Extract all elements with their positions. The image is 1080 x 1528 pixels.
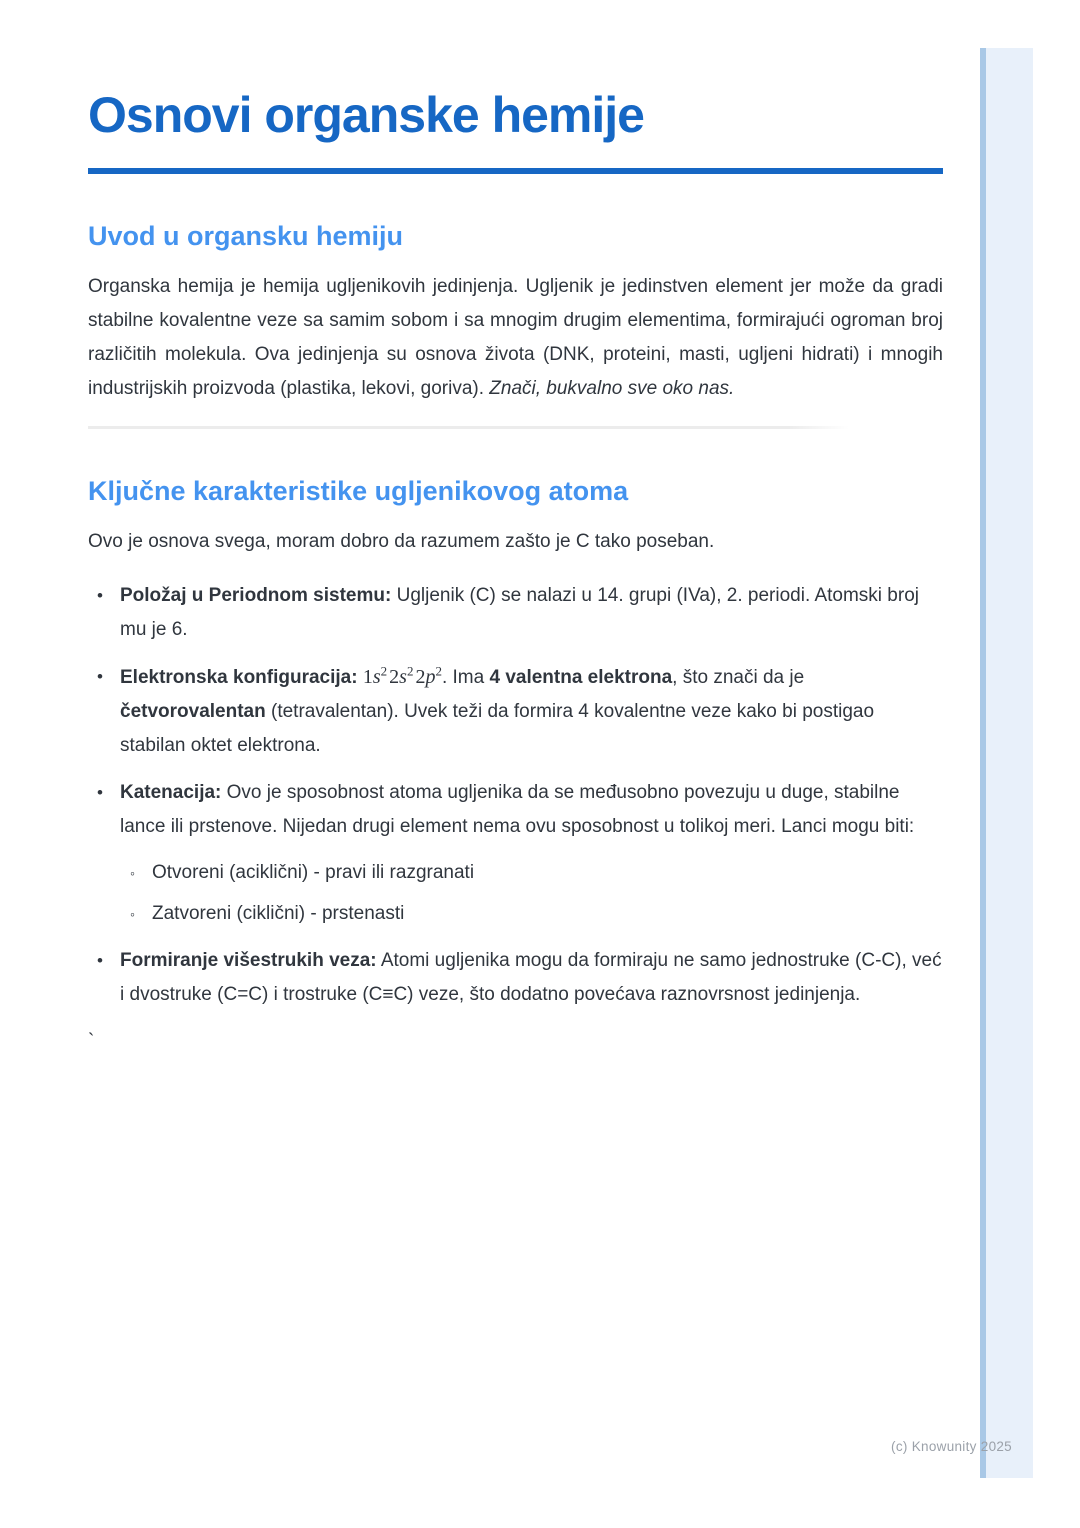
tetravalent-bold: četvorovalentan: [120, 701, 266, 722]
intro-paragraph: [88, 270, 943, 406]
list-item-catenation: [88, 776, 943, 931]
chain-types-sublist: [120, 856, 943, 931]
copyright-notice: (c) Knowunity 2025: [891, 1439, 1012, 1454]
sub-item-open-chains: [120, 856, 943, 890]
bullet-marker-icon: •: [97, 783, 103, 802]
formula-letter: s: [372, 666, 381, 688]
list-item-periodic-position: [88, 579, 943, 647]
formula-letter: s: [399, 666, 407, 688]
bullet-marker-icon: •: [97, 667, 103, 686]
document-content: [88, 0, 943, 1059]
stray-backtick-character: `: [88, 1031, 95, 1052]
list-item-text: Ovo je sposobnost atoma ugljenika da se međusobno povezuju u duge, stabilne lance ili prstenove. Nijedan drugi element nema ovu sposobnost u tolikoj meri. Lanci mogu biti:: [120, 782, 915, 837]
sub-item-closed-chains: [120, 897, 943, 931]
bullet-marker-icon: •: [97, 951, 103, 970]
formula-num: 2: [389, 666, 400, 688]
circle-marker-icon: ◦: [130, 865, 135, 881]
list-item-text: . Ima: [441, 667, 490, 688]
list-item-lead: Formiranje višestrukih veza:: [120, 950, 377, 971]
list-item-multiple-bonds: [88, 944, 943, 1012]
list-item-lead: Elektronska konfiguracija:: [120, 667, 358, 688]
section-heading-intro: Uvod u organsku hemiju: [88, 221, 404, 251]
list-item-text: Atomi ugljenika mogu da formiraju ne samo jednostruke (C-C), već i dvostruke (C=C) i trostruke (C≡C) veze, što dodatno povećava raznovrsnost jedinjenja.: [120, 950, 942, 1005]
bullet-marker-icon: •: [97, 586, 103, 605]
title-rule: [88, 168, 943, 174]
section-heading-characteristics: Ključne karakteristike ugljenikovog atoma: [88, 476, 629, 506]
electron-configuration-formula: [362, 663, 442, 688]
sub-item-text: Zatvoreni (ciklični) - prstenasti: [152, 903, 405, 924]
characteristics-bullet-list: [88, 579, 943, 1012]
right-edge-strip: [980, 48, 1033, 1478]
formula-sup: 2: [435, 663, 442, 679]
section-divider: [88, 426, 849, 429]
intro-paragraph-italic: Znači, bukvalno sve oko nas.: [489, 378, 735, 399]
intro-paragraph-text: Organska hemija je hemija ugljenikovih jedinjenja. Ugljenik je jedinstven element jer može da gradi stabilne kovalentne veze sa samim sobom i sa mnogim drugim elementima, formirajući ogroman broj različitih molekula. Ova jedinjenja su osnova života (DNK, proteini, masti, ugljeni hidrati) i mnogih industrijskih proizvoda (plastika, lekovi, goriva).: [88, 276, 943, 399]
list-item-electron-configuration: [88, 660, 943, 763]
list-item-text: Ugljenik (C) se nalazi u 14. grupi (IVa), 2. periodi. Atomski broj mu je 6.: [120, 585, 919, 640]
formula-sup: 2: [406, 663, 414, 679]
formula-num: 2: [415, 666, 426, 688]
valence-electrons-bold: 4 valentna elektrona: [489, 667, 673, 688]
circle-marker-icon: ◦: [130, 906, 135, 922]
characteristics-intro: Ovo je osnova svega, moram dobro da razumem zašto je C tako poseban.: [88, 531, 715, 552]
list-item-lead: Katenacija:: [120, 782, 222, 803]
formula-letter: p: [425, 666, 436, 688]
list-item-lead: Položaj u Periodnom sistemu:: [120, 585, 392, 606]
list-item-text: , što znači da je: [672, 667, 805, 688]
formula-num: 1: [362, 666, 373, 688]
formula-sup: 2: [380, 663, 388, 679]
list-item-text: (tetravalentan). Uvek teži da formira 4 kovalentne veze kako bi postigao stabilan oktet elektrona.: [120, 701, 875, 756]
page-title: Osnovi organske hemije: [88, 87, 644, 143]
sub-item-text: Otvoreni (aciklični) - pravi ili razgranati: [152, 862, 475, 883]
